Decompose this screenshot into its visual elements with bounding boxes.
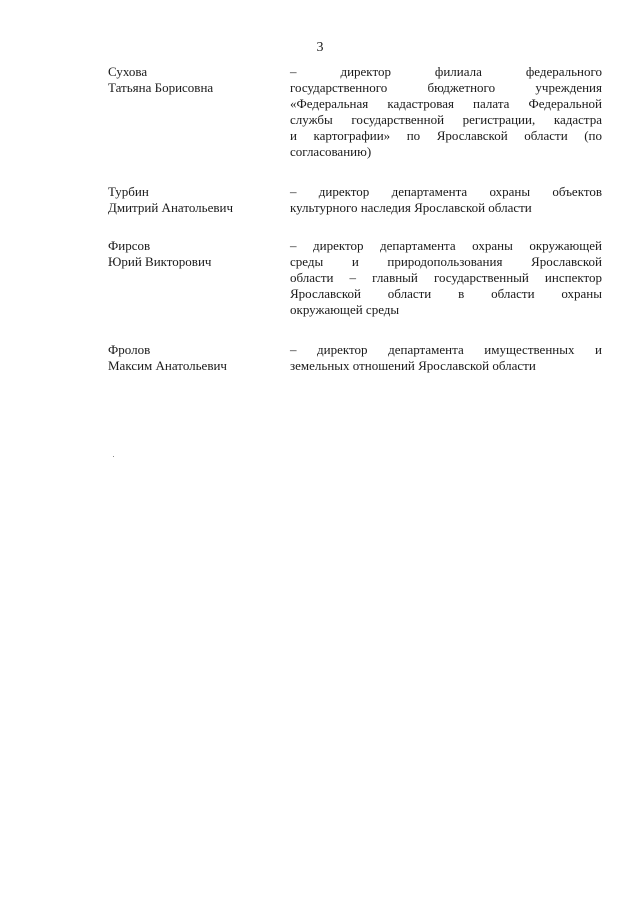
position-line: – директор департамента охраны объектов — [290, 184, 602, 199]
position-line: и картографии» по Ярославской области (по — [290, 128, 602, 143]
member-name — [108, 238, 290, 318]
member-entry-turbin — [108, 184, 608, 216]
scan-speck — [113, 456, 114, 457]
member-name — [108, 342, 290, 374]
member-surname: Фролов — [108, 342, 151, 357]
member-surname: Турбин — [108, 184, 149, 199]
member-given-name: Максим Анатольевич — [108, 358, 227, 373]
position-line: – директор департамента имущественных и — [290, 342, 602, 357]
member-position — [290, 342, 602, 374]
member-name — [108, 64, 290, 160]
position-line: Ярославской области в области охраны — [290, 286, 602, 301]
position-line: – директор департамента охраны окружающей — [290, 238, 602, 253]
page-number: 3 — [316, 40, 324, 55]
position-line: земельных отношений Ярославской области — [290, 358, 536, 373]
position-line: согласованию) — [290, 144, 372, 159]
position-line: области – главный государственный инспектор — [290, 270, 602, 285]
member-given-name: Юрий Викторович — [108, 254, 212, 269]
position-line: службы государственной регистрации, кадастра — [290, 112, 602, 127]
member-position — [290, 64, 602, 160]
member-position — [290, 184, 602, 216]
member-entry-firsov — [108, 238, 608, 318]
position-line: «Федеральная кадастровая палата Федеральной — [290, 96, 602, 111]
member-position — [290, 238, 602, 318]
position-line: культурного наследия Ярославской области — [290, 200, 532, 215]
member-entry-frolov — [108, 342, 608, 374]
position-line: окружающей среды — [290, 302, 400, 317]
position-line: среды и природопользования Ярославской — [290, 254, 602, 269]
member-given-name: Дмитрий Анатольевич — [108, 200, 233, 215]
member-surname: Фирсов — [108, 238, 151, 253]
member-given-name: Татьяна Борисовна — [108, 80, 214, 95]
member-entry-sukhova — [108, 64, 608, 160]
position-line: – директор филиала федерального — [290, 64, 602, 79]
position-line: государственного бюджетного учреждения — [290, 80, 602, 95]
member-name — [108, 184, 290, 216]
member-surname: Сухова — [108, 64, 148, 79]
